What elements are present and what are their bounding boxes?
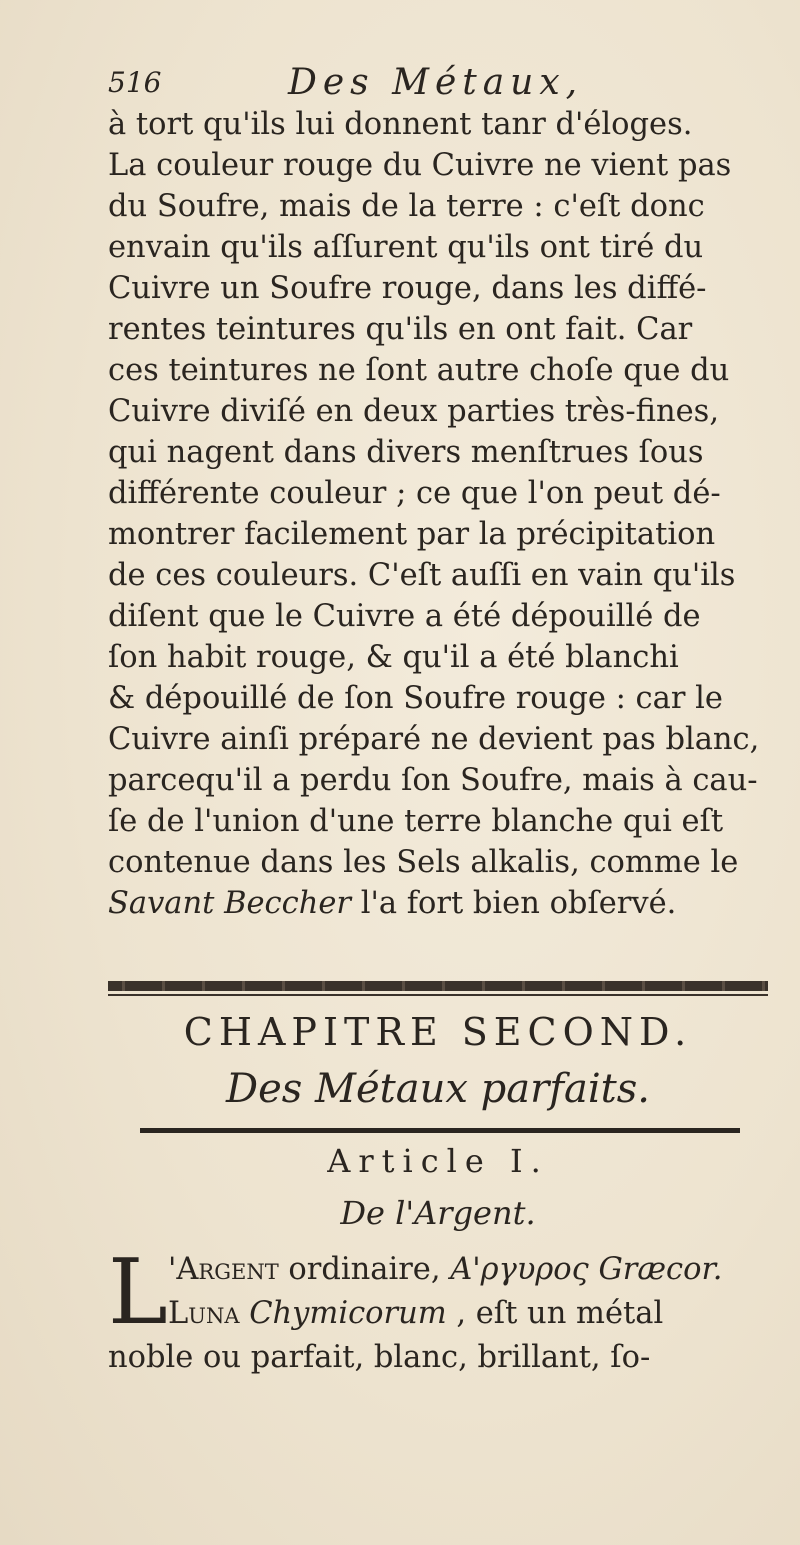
text-line-last	[108, 883, 768, 924]
text-line: rentes teintures qu'ils en ont fait. Car	[108, 312, 693, 347]
author-name: Savant Beccher	[108, 886, 351, 921]
article-label: Article I.	[327, 1142, 549, 1180]
text-line: montrer facilement par la précipitation	[108, 517, 716, 552]
body-paragraph	[108, 104, 768, 924]
text-line: différente couleur ; ce que l'on peut dé-	[108, 476, 721, 511]
greek-word: Α'ργυρος	[450, 1252, 589, 1287]
text-line: ſe de l'union d'une terre blanche qui eſt	[108, 804, 724, 839]
page-number: 516	[108, 66, 162, 99]
text-line: ſon habit rouge, & qu'il a été blanchi	[108, 640, 679, 675]
text-line: qui nagent dans divers menſtrues ſous	[108, 435, 704, 470]
section-heading: De l'Argent.	[340, 1194, 536, 1232]
text-line: Cuivre diviſé en deux parties très-fines,	[108, 394, 720, 429]
latin-word: Chymicorum	[239, 1296, 447, 1331]
text-line: ces teintures ne ſont autre choſe que du	[108, 353, 730, 388]
running-title: Des Métaux,	[288, 62, 584, 103]
chapter-subtitle: Des Métaux parfaits.	[226, 1066, 650, 1112]
text-line: contenue dans les Sels alkalis, comme le	[108, 845, 739, 880]
text-line	[168, 1248, 722, 1292]
chapter-title: CHAPITRE SECOND.	[183, 1010, 693, 1054]
text-line: envain qu'ils aſſurent qu'ils ont tiré du	[108, 230, 704, 265]
text-line: de ces couleurs. C'eſt auſſi en vain qu'ils	[108, 558, 736, 593]
small-caps-word: 'Argent	[168, 1252, 279, 1287]
small-caps-word: Luna	[168, 1296, 240, 1331]
text-line: à tort qu'ils lui donnent tanr d'éloges.	[108, 107, 693, 142]
text-line: Cuivre ainſi préparé ne devient pas blanc,	[108, 722, 760, 757]
text-line: diſent que le Cuivre a été dépouillé de	[108, 599, 701, 634]
divider	[140, 1128, 740, 1133]
drop-cap: L	[108, 1240, 168, 1345]
text-line: du Soufre, mais de la terre : c'eſt donc	[108, 189, 705, 224]
latin-word: Græcor.	[588, 1252, 723, 1287]
page-header	[108, 62, 768, 106]
text-line: parcequ'il a perdu ſon Soufre, mais à cau-	[108, 763, 758, 798]
text-line: La couleur rouge du Cuivre ne vient pas	[108, 148, 732, 183]
text-line: & dépouillé de ſon Soufre rouge : car le	[108, 681, 723, 716]
text-segment: , eſt un métal	[446, 1296, 664, 1331]
text-line: Cuivre un Soufre rouge, dans les diffé-	[108, 271, 707, 306]
divider	[108, 994, 768, 996]
text-segment: ordinaire,	[278, 1252, 451, 1287]
ornamental-rule	[108, 981, 768, 991]
text-line	[168, 1292, 663, 1336]
text-line: noble ou parfait, blanc, brillant, ſo-	[108, 1340, 651, 1375]
text-line-rest: l'a fort bien obſervé.	[351, 886, 677, 921]
